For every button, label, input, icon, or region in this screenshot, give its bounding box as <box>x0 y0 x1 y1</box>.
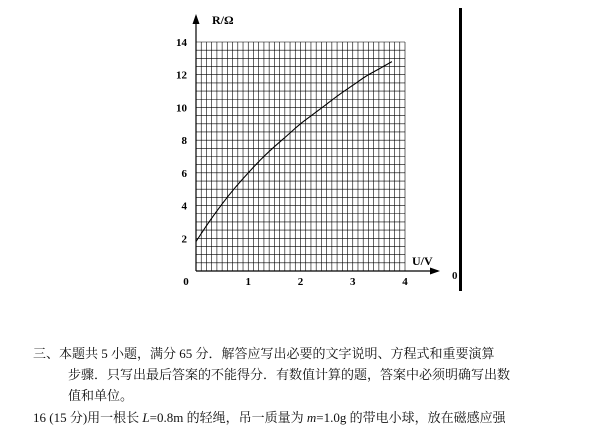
x-tick-label: 1 <box>245 276 251 288</box>
x-tick-label: 4 <box>402 276 408 288</box>
x-tick-label: 0 <box>183 276 189 288</box>
x-axis-label: U/V <box>412 254 433 268</box>
y-tick-label: 4 <box>181 200 187 213</box>
page-edge-zero: 0 <box>452 270 458 282</box>
q16-prefix: 16 (15 分)用一根长 <box>33 410 143 425</box>
page-edge-line <box>459 8 462 291</box>
x-axis-arrow <box>430 268 440 275</box>
y-tick-label: 2 <box>181 233 187 246</box>
section-3-line-2: 步骤．只写出最后答案的不能得分．有数值计算的题，答案中必须明确写出数 <box>68 367 511 382</box>
x-tick-label: 3 <box>350 276 356 288</box>
question-16 <box>33 407 593 428</box>
q16-mass-val: =1.0g <box>316 410 347 425</box>
y-axis-label: R/Ω <box>212 13 234 27</box>
y-tick-label: 6 <box>181 167 187 180</box>
section-3-line-3: 值和单位。 <box>68 388 134 403</box>
chart-series <box>196 62 392 242</box>
chart-grid <box>196 42 405 271</box>
y-tick-label: 12 <box>176 69 187 82</box>
q16-length-val: =0.8m <box>149 410 184 425</box>
q16-mass-var: m <box>306 410 317 425</box>
q16-suffix: 的带电小球，放在磁感应强 <box>346 410 506 425</box>
y-axis-arrow <box>193 14 200 24</box>
section-3-line-1: 三、本题共 5 小题，满分 65 分．解答应写出必要的文字说明、方程式和重要演算 <box>33 346 495 361</box>
q16-length-var: L <box>142 410 150 425</box>
section-3-instructions <box>33 343 573 406</box>
x-tick-label: 2 <box>297 276 304 288</box>
series-line <box>196 62 392 242</box>
q16-mid: 的轻绳，吊一质量为 <box>183 410 307 425</box>
y-tick-label: 14 <box>176 37 187 49</box>
y-tick-label: 8 <box>181 135 187 148</box>
y-tick-label: 10 <box>176 102 187 115</box>
